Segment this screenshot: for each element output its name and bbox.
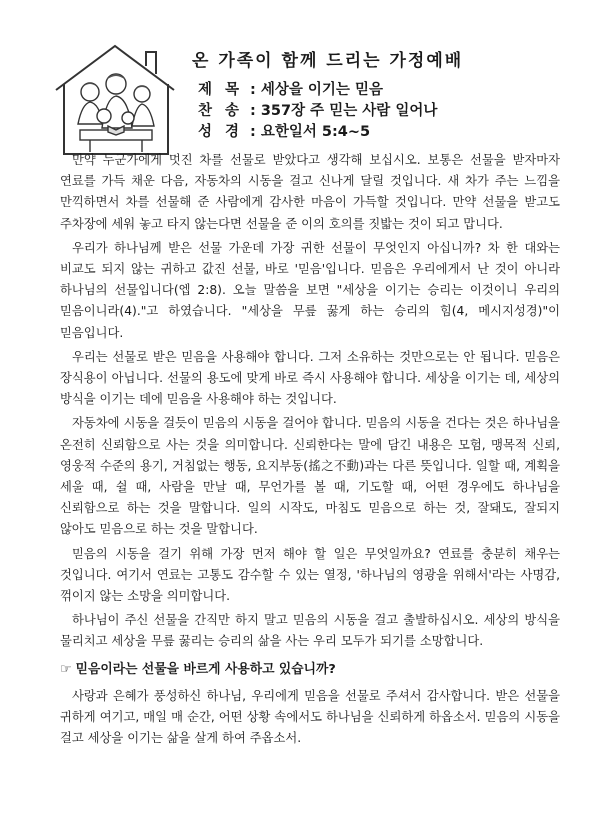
pointing-hand-icon: ☞ — [60, 661, 72, 677]
paragraph: 자동차에 시동을 걸듯이 믿음의 시동을 걸어야 합니다. 믿음의 시동을 건다는 것은 하나님을 온전히 신뢰함으로 사는 것을 의미합니다. 신뢰한다는 말에 담긴 내용은 모험, 맹목적 신뢰, 영웅적 수준의 용기, 거침없는 행동, 요지부동(搖之不動)과는 다른 뜻입니다. 일할 때, 계획을 세울 때, 쉴 때, 사람을 만날 때, 무언가를 볼 때, 기도할 때, 어떤 경우에도 하나님을 신뢰함으로 하는 것을 말합니다. 일의 시작도, 마침도 믿음으로 하는 것, 잘돼도, 잘되지 않아도 믿음으로 하는 것을 말합니다. — [60, 416, 560, 537]
meta-row-hymn — [198, 101, 437, 122]
worship-info — [198, 80, 437, 143]
meta-value-scripture: : 요한일서 5:4~5 — [250, 124, 371, 140]
meta-row-subject — [198, 80, 437, 101]
paragraph: 하나님이 주신 선물을 간직만 하지 말고 믿음의 시동을 걸고 출발하십시오. 세상의 방식을 물리치고 세상을 무릎 꿇리는 승리의 삶을 사는 우리 모두가 되기를 소망합니다. — [60, 613, 560, 649]
paragraph: 믿음의 시동을 걸기 위해 가장 먼저 해야 할 일은 무엇일까요? 연료를 충분히 채우는 것입니다. 여기서 연료는 고통도 감수할 수 있는 열정, '하나님의 영광을 위해서'라는 사명감, 꺾이지 않는 소망을 의미합니다. — [60, 546, 560, 604]
paragraph: 우리는 선물로 받은 믿음을 사용해야 합니다. 그저 소유하는 것만으로는 안 됩니다. 믿음은 장식용이 아닙니다. 선물의 용도에 맞게 바로 즉시 사용해야 합니다. 세상을 이기는 데, 세상의 방식을 이기는 데에 믿음을 사용해야 하는 것입니다. — [60, 349, 560, 407]
meta-key-scripture: 성 경 — [198, 124, 244, 140]
person-head-4 — [97, 109, 111, 123]
sermon-body — [60, 150, 560, 752]
meta-row-scripture — [198, 122, 437, 143]
meta-value-subject: : 세상을 이기는 믿음 — [250, 82, 383, 98]
paragraph: 우리가 하나님께 받은 선물 가운데 가장 귀한 선물이 무엇인지 아십니까? 차 한 대와는 비교도 되지 않는 귀하고 값진 선물, 바로 '믿음'입니다. 믿음은 우리에게서 난 것이 아니라 하나님의 선물입니다(엡 2:8). 오늘 말씀을 보면 "세상을 이기는 승리는 이것이니 우리의 믿음이니라(4)."고 하였습니다. "세상을 무릎 꿇게 하는 승리의 힘(4, 메시지성경)"이 믿음입니다. — [60, 240, 560, 340]
reflection-question — [60, 659, 560, 680]
prayer: 사랑과 은혜가 풍성하신 하나님, 우리에게 믿음을 선물로 주셔서 감사합니다. 받은 선물을 귀하게 여기고, 매일 매 순간, 어떤 상황 속에서도 하나님을 신뢰하게 하옵소서. 믿음의 시동을 걸고 세상을 이기는 삶을 살게 하여 주옵소서. — [60, 688, 560, 746]
paragraph: 만약 누군가에게 멋진 차를 선물로 받았다고 생각해 보십시오. 보통은 선물을 받자마자 연료를 가득 채운 다음, 자동차의 시동을 걸고 신나게 달릴 것입니다. 새 차가 주는 느낌을 만끽하면서 차를 선물해 준 사람에게 감사한 마음이 가득할 것입니다. 만약 선물을 받고도 주차장에 세워 놓고 타지 않는다면 선물을 준 이의 호의를 짓밟는 것이 되고 맙니다. — [60, 153, 560, 231]
meta-key-subject: 제 목 — [198, 82, 244, 98]
question-text: 믿음이라는 선물을 바르게 사용하고 있습니까? — [75, 661, 336, 677]
family-worship-illustration — [50, 38, 180, 160]
meta-key-hymn: 찬 송 — [198, 103, 244, 119]
page-title: 온 가족이 함께 드리는 가정예배 — [192, 51, 464, 71]
person-head-5 — [122, 112, 134, 124]
header — [50, 38, 570, 166]
meta-value-hymn: : 357장 주 믿는 사람 일어나 — [250, 103, 438, 119]
